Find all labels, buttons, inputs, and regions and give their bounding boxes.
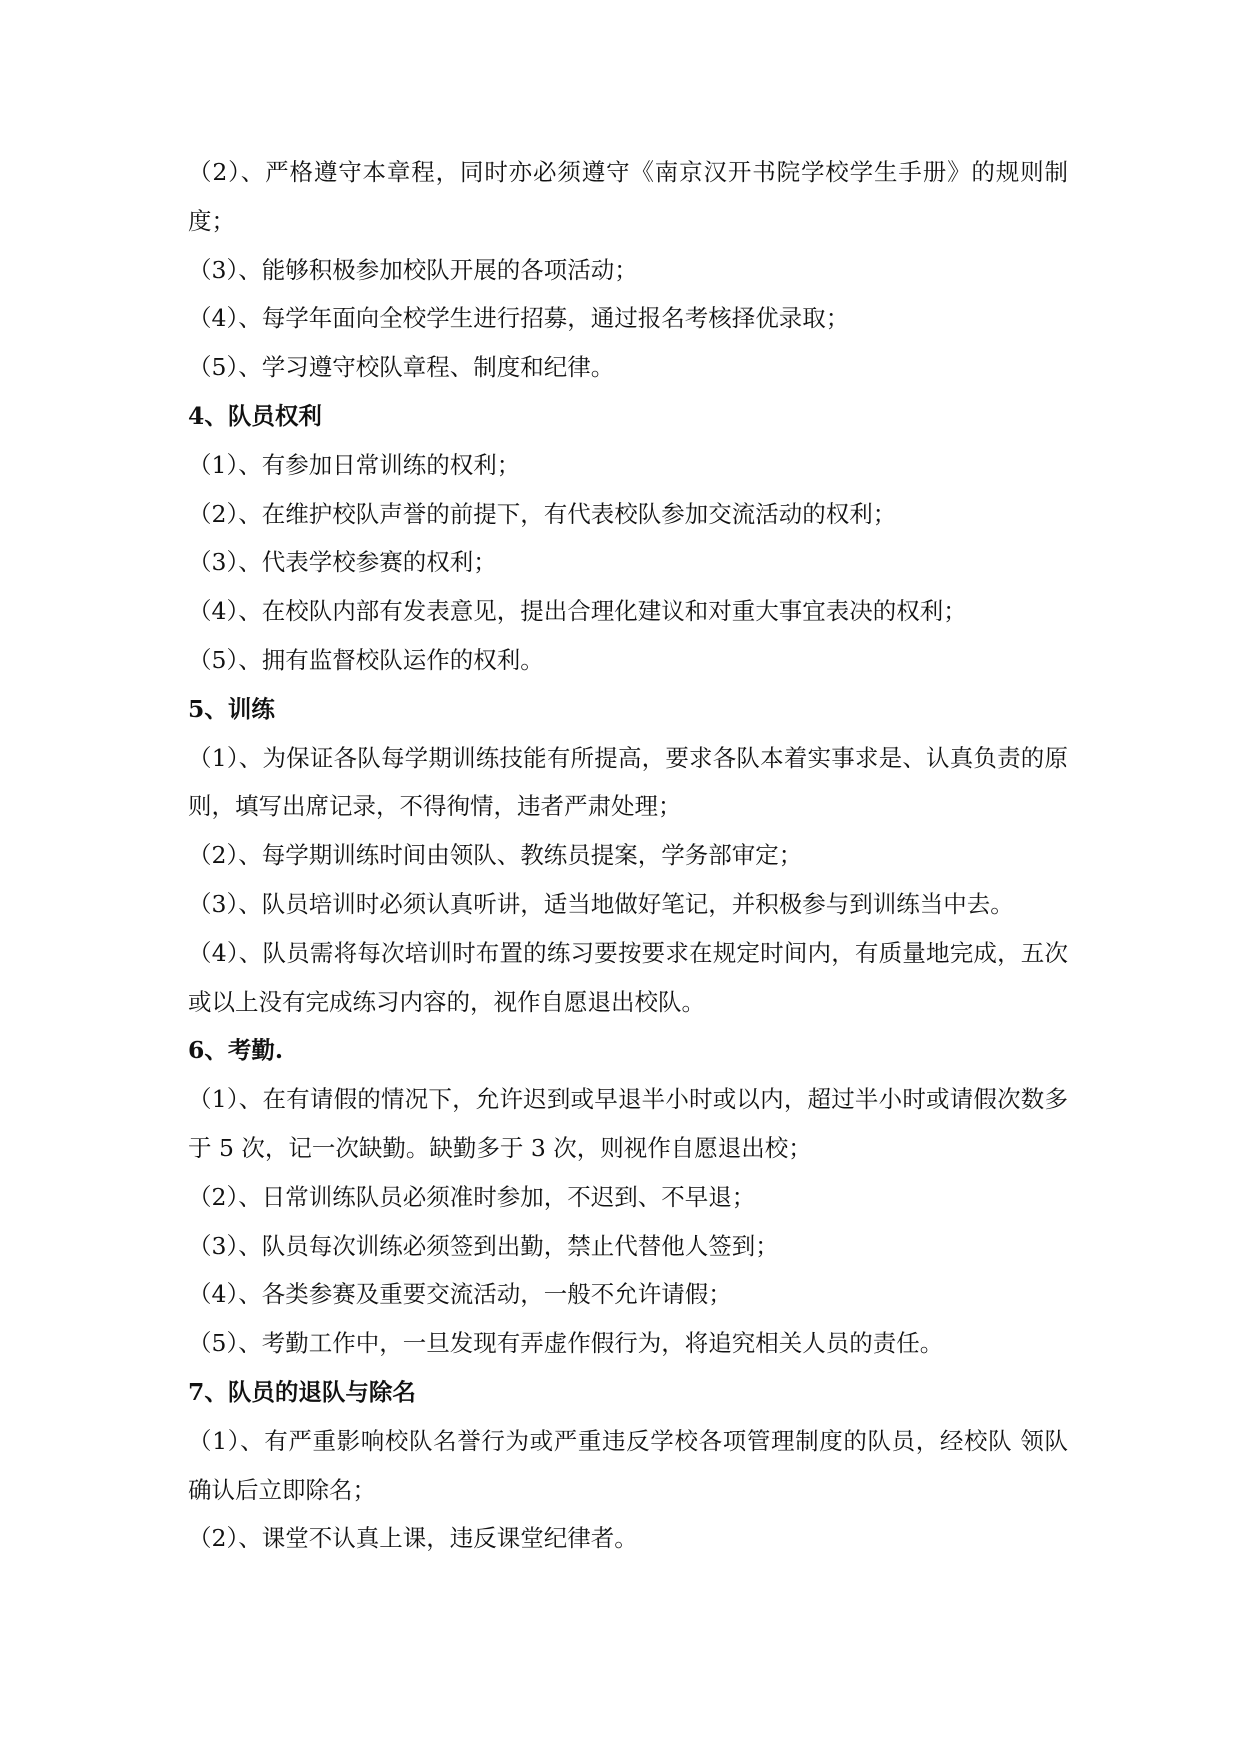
item-4-2: （2）、在维护校队声誉的前提下，有代表校队参加交流活动的权利； — [188, 499, 897, 528]
item-6-4: （4）、各类参赛及重要交流活动，一般不允许请假； — [188, 1280, 732, 1309]
item-4-5: （5）、拥有监督校队运作的权利。 — [188, 645, 544, 674]
item-4-4: （4）、在校队内部有发表意见，提出合理化建议和对重大事宜表决的权利； — [188, 597, 967, 626]
section-4-heading: 4、队员权利 — [188, 401, 322, 430]
item-5-2: （2）、每学期训练时间由领队、教练员提案，学务部审定； — [188, 841, 803, 870]
item-6-1: （1）、在有请假的情况下，允许迟到或早退半小时或以内，超过半小时或请假次数多于 5 次，记一次缺勤。缺勤多于 3 次，则视作自愿退出校； — [188, 1085, 1068, 1162]
item-5-1: （1）、为保证各队每学期训练技能有所提高，要求各队本着实事求是、认真负责的原则，填写出席记录，不得徇情，违者严肃处理； — [188, 743, 1068, 821]
item-7-2: （2）、课堂不认真上课，违反课堂纪律者。 — [188, 1524, 638, 1553]
section-5-heading: 5、训练 — [188, 694, 275, 723]
item-3-2: （2）、严格遵守本章程，同时亦必须遵守《南京汉开书院学校学生手册》的规则制度； — [188, 158, 1068, 235]
section-6-heading: 6、考勤. — [188, 1036, 284, 1065]
item-7-1: （1）、有严重影响校队名誉行为或严重违反学校各项管理制度的队员，经校队 领队确认后立即除名； — [188, 1426, 1068, 1504]
item-3-4: （4）、每学年面向全校学生进行招募，通过报名考核择优录取； — [188, 304, 850, 333]
document-body — [188, 148, 1068, 1563]
item-3-3: （3）、能够积极参加校队开展的各项活动； — [188, 255, 638, 284]
item-5-3: （3）、队员培训时必须认真听讲，适当地做好笔记，并积极参与到训练当中去。 — [188, 889, 1014, 918]
item-6-3: （3）、队员每次训练必须签到出勤，禁止代替他人签到； — [188, 1231, 779, 1260]
item-5-4: （4）、队员需将每次培训时布置的练习要按要求在规定时间内，有质量地完成，五次或以上没有完成练习内容的，视作自愿退出校队。 — [188, 938, 1068, 1016]
item-3-5: （5）、学习遵守校队章程、制度和纪律。 — [188, 353, 615, 382]
item-6-5: （5）、考勤工作中，一旦发现有弄虚作假行为，将追究相关人员的责任。 — [188, 1329, 944, 1358]
item-4-1: （1）、有参加日常训练的权利； — [188, 450, 521, 479]
section-7-heading: 7、队员的退队与除名 — [188, 1377, 416, 1406]
item-6-2: （2）、日常训练队员必须准时参加，不迟到、不早退； — [188, 1182, 756, 1211]
item-4-3: （3）、代表学校参赛的权利； — [188, 548, 497, 577]
